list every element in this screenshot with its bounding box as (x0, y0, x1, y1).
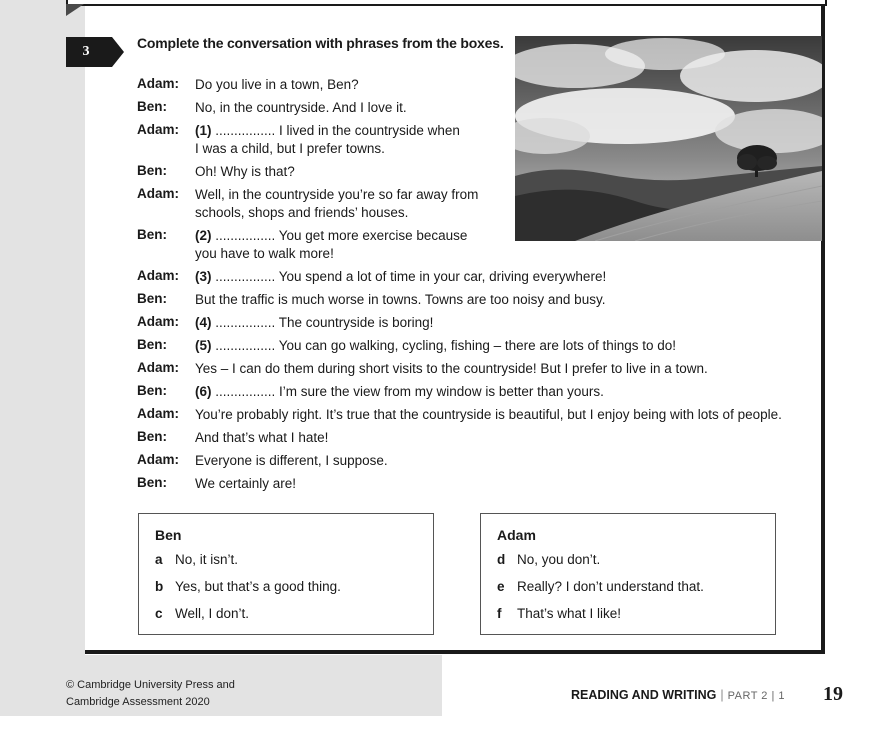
speaker-label: Ben: (137, 337, 167, 352)
gap-number: (3) (195, 269, 212, 284)
copyright-line-2: Cambridge Assessment 2020 (66, 696, 210, 708)
dialogue-text-part: ................ You spend a lot of time in your car, driving everywhere! (211, 269, 607, 284)
dialogue-text-continued: you have to walk more! (195, 246, 334, 261)
option-text: No, it isn’t. (175, 552, 239, 567)
speaker-label: Adam: (137, 186, 180, 201)
option-text: No, you don’t. (517, 552, 601, 567)
exercise-number-badge: 3 (66, 37, 112, 67)
copyright-notice (66, 677, 235, 711)
dialogue-text (195, 122, 782, 140)
section-title: READING AND WRITING (571, 688, 717, 702)
ben-phrases-box (138, 513, 434, 635)
dialogue-text (195, 337, 782, 355)
dialogue-line-1 (137, 76, 782, 94)
dialogue-text: No, in the countryside. And I love it. (195, 100, 407, 115)
dialogue-text: Do you live in a town, Ben? (195, 77, 359, 92)
dialogue-text-part: ................ The countryside is boring! (211, 315, 434, 330)
gap-number: (4) (195, 315, 212, 330)
option-letter: b (155, 579, 164, 594)
option-letter: d (497, 552, 506, 567)
page-margin-left (0, 0, 85, 716)
box-title: Adam (497, 527, 536, 543)
dialogue-line-12 (137, 383, 782, 401)
option-a (155, 551, 433, 569)
option-c (155, 605, 433, 623)
dialogue-text-part: ................ You get more exercise because (211, 228, 468, 243)
option-d (497, 551, 775, 569)
dialogue-line-10 (137, 337, 782, 355)
page-bottom-strip (0, 716, 890, 736)
dialogue-line-7 (137, 268, 782, 286)
footer-section-label (571, 688, 785, 702)
dialogue-line-14 (137, 429, 782, 447)
dialogue-text: And that’s what I hate! (195, 430, 329, 445)
adam-phrases-box (480, 513, 776, 635)
corner-marker (66, 4, 84, 16)
dialogue-line-16 (137, 475, 782, 493)
speaker-label: Ben: (137, 291, 167, 306)
speaker-label: Ben: (137, 429, 167, 444)
option-letter: a (155, 552, 163, 567)
dialogue-text (195, 268, 782, 286)
dialogue-line-6 (137, 227, 782, 263)
speaker-label: Ben: (137, 99, 167, 114)
option-letter: c (155, 606, 163, 621)
dialogue-text (195, 383, 782, 401)
speaker-label: Adam: (137, 268, 180, 283)
dialogue-text-part: ................ You can go walking, cycling, fishing – there are lots of things to do! (211, 338, 677, 353)
speaker-label: Ben: (137, 383, 167, 398)
gap-number: (2) (195, 228, 212, 243)
speaker-label: Ben: (137, 163, 167, 178)
box-title: Ben (155, 527, 182, 543)
speaker-label: Adam: (137, 406, 180, 421)
dialogue-line-8 (137, 291, 782, 309)
option-letter: e (497, 579, 505, 594)
dialogue-text: You’re probably right. It’s true that the countryside is beautiful, but I enjoy being with lots of people. (195, 407, 782, 422)
dialogue-text-continued: schools, shops and friends’ houses. (195, 205, 409, 220)
dialogue-text-continued: I was a child, but I prefer towns. (195, 141, 385, 156)
speaker-label: Adam: (137, 122, 180, 137)
dialogue-line-13 (137, 406, 782, 424)
dialogue-text (195, 314, 782, 332)
speaker-label: Adam: (137, 360, 180, 375)
dialogue-line-3 (137, 122, 782, 158)
dialogue-line-11 (137, 360, 782, 378)
dialogue-text: Oh! Why is that? (195, 164, 295, 179)
speaker-label: Ben: (137, 227, 167, 242)
gap-number: (6) (195, 384, 212, 399)
option-text: That’s what I like! (517, 606, 622, 621)
option-e (497, 578, 775, 596)
dialogue-text-part: ................ I’m sure the view from my window is better than yours. (211, 384, 604, 399)
dialogue-line-5 (137, 186, 782, 222)
exercise-instruction: Complete the conversation with phrases from the boxes. (137, 35, 504, 51)
dialogue-text: We certainly are! (195, 476, 297, 491)
dialogue-line-15 (137, 452, 782, 470)
gap-number: (5) (195, 338, 212, 353)
copyright-line-1: © Cambridge University Press and (66, 679, 235, 691)
dialogue-text: Yes – I can do them during short visits to the countryside! But I prefer to live in a town. (195, 361, 708, 376)
dialogue-text: Everyone is different, I suppose. (195, 453, 388, 468)
option-b (155, 578, 433, 596)
previous-exercise-box-edge (66, 0, 827, 6)
option-letter: f (497, 606, 502, 621)
dialogue-text: But the traffic is much worse in towns. Towns are too noisy and busy. (195, 292, 606, 307)
dialogue-text-part: ................ I lived in the countryside when (211, 123, 460, 138)
page-number: 19 (823, 683, 843, 705)
part-label: PART 2 | 1 (727, 690, 786, 702)
option-text: Well, I don’t. (175, 606, 250, 621)
option-text: Yes, but that’s a good thing. (175, 579, 341, 594)
conversation (137, 76, 782, 493)
option-f (497, 605, 775, 623)
speaker-label: Ben: (137, 475, 167, 490)
footer-separator: | (720, 688, 724, 702)
speaker-label: Adam: (137, 314, 180, 329)
option-text: Really? I don’t understand that. (517, 579, 704, 594)
dialogue-line-2 (137, 99, 782, 117)
dialogue-text: Well, in the countryside you’re so far away from (195, 187, 479, 202)
dialogue-line-9 (137, 314, 782, 332)
dialogue-line-4 (137, 163, 782, 181)
dialogue-text (195, 227, 782, 245)
speaker-label: Adam: (137, 76, 180, 91)
speaker-label: Adam: (137, 452, 180, 467)
gap-number: (1) (195, 123, 212, 138)
